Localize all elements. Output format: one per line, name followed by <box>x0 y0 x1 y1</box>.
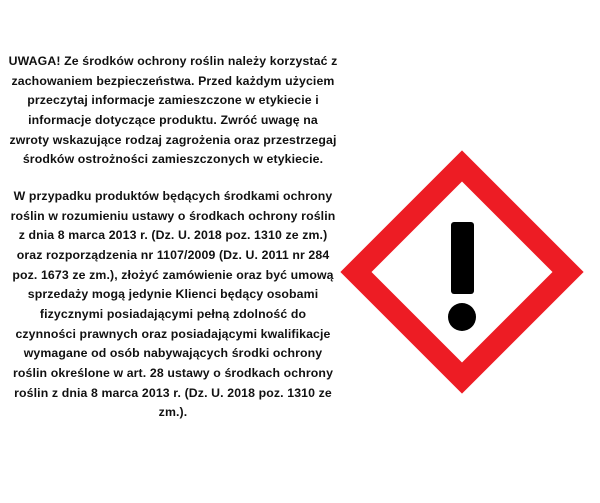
safety-warning-paragraph: UWAGA! Ze środków ochrony roślin należy korzystać z zachowaniem bezpieczeństwa. Przed każdym użyciem przeczytaj informacje zamieszczone w etykiecie i informacje dotyczące produktu. Zwróć uwagę na zwroty wskazujące rodzaj zagrożenia oraz przestrzegaj środków ostrożności zamieszczonych w etykiecie. <box>8 54 338 167</box>
hazard-pictogram <box>338 148 586 396</box>
exclamation-dot-icon <box>448 303 476 331</box>
warning-text-column <box>8 52 338 423</box>
exclamation-mark-icon <box>451 222 474 294</box>
legal-requirements-paragraph: W przypadku produktów będących środkami ochrony roślin w rozumieniu ustawy o środkach ochrony roślin z dnia 8 marca 2013 r. (Dz. U. 2018 poz. 1310 ze zm.) oraz rozporządzenia nr 1107/2009 (Dz. U. 2011 nr 284 poz. 1673 ze zm.), złożyć zamówienie oraz być umową sprzedaży mogą jedynie Klienci będący osobami fizycznymi posiadającymi pełną zdolność do czynności prawnych oraz posiadającymi kwalifikacje wymagane od osób nabywających środki ochrony roślin określone w art. 28 ustawy o środkach ochrony roślin z dnia 8 marca 2013 r. (Dz. U. 2018 poz. 1310 ze zm.). <box>10 189 336 420</box>
